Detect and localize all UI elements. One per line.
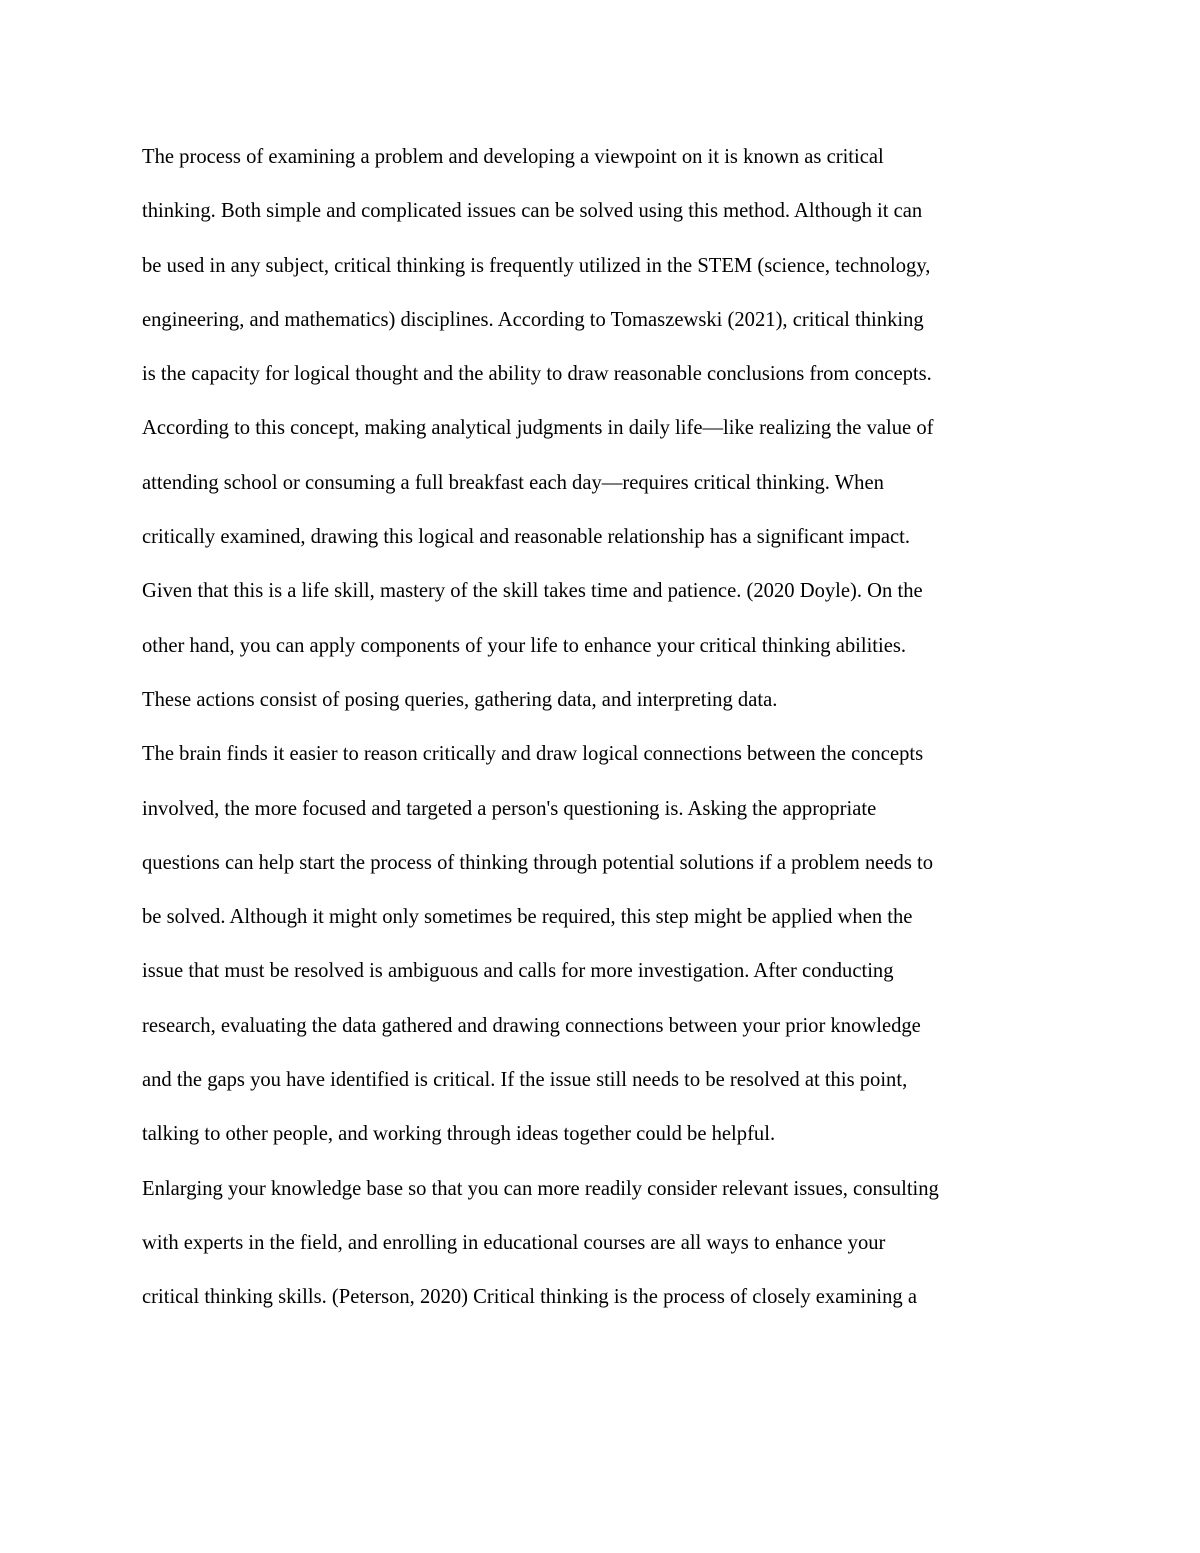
text-line: These actions consist of posing queries, gathering data, and interpreting data. bbox=[142, 688, 778, 711]
text-line: other hand, you can apply components of your life to enhance your critical thinking abilities. bbox=[142, 634, 907, 657]
text-line: issue that must be resolved is ambiguous and calls for more investigation. After conducting bbox=[142, 960, 894, 983]
text-line: research, evaluating the data gathered and drawing connections between your prior knowledge bbox=[142, 1014, 921, 1037]
text-line: critically examined, drawing this logical and reasonable relationship has a significant impact. bbox=[142, 526, 911, 549]
text-line: is the capacity for logical thought and the ability to draw reasonable conclusions from concepts. bbox=[142, 363, 932, 386]
text-line: Given that this is a life skill, mastery of the skill takes time and patience. (2020 Doyle). On the bbox=[142, 580, 923, 603]
text-line: critical thinking skills. (Peterson, 2020) Critical thinking is the process of closely examining a bbox=[142, 1286, 917, 1309]
text-line: be used in any subject, critical thinking is frequently utilized in the STEM (science, technology, bbox=[142, 254, 931, 277]
text-line: Enlarging your knowledge base so that you can more readily consider relevant issues, consulting bbox=[142, 1177, 939, 1200]
text-line: engineering, and mathematics) disciplines. According to Tomaszewski (2021), critical thinking bbox=[142, 308, 924, 331]
text-line: The brain finds it easier to reason critically and draw logical connections between the concepts bbox=[142, 743, 924, 766]
text-line: and the gaps you have identified is critical. If the issue still needs to be resolved at this point, bbox=[142, 1069, 908, 1092]
essay-body bbox=[142, 130, 1072, 1325]
text-line: questions can help start the process of thinking through potential solutions if a problem needs to bbox=[142, 851, 933, 874]
text-line: The process of examining a problem and developing a viewpoint on it is known as critical bbox=[142, 146, 884, 168]
text-line: with experts in the field, and enrolling in educational courses are all ways to enhance your bbox=[142, 1231, 886, 1254]
text-line: thinking. Both simple and complicated issues can be solved using this method. Although it can bbox=[142, 200, 923, 223]
text-line: be solved. Although it might only sometimes be required, this step might be applied when the bbox=[142, 906, 913, 929]
text-line: attending school or consuming a full breakfast each day—requires critical thinking. When bbox=[142, 471, 884, 494]
text-line: talking to other people, and working through ideas together could be helpful. bbox=[142, 1123, 776, 1146]
text-line: involved, the more focused and targeted a person's questioning is. Asking the appropriate bbox=[142, 797, 877, 820]
text-line: According to this concept, making analytical judgments in daily life—like realizing the value of bbox=[142, 417, 934, 440]
